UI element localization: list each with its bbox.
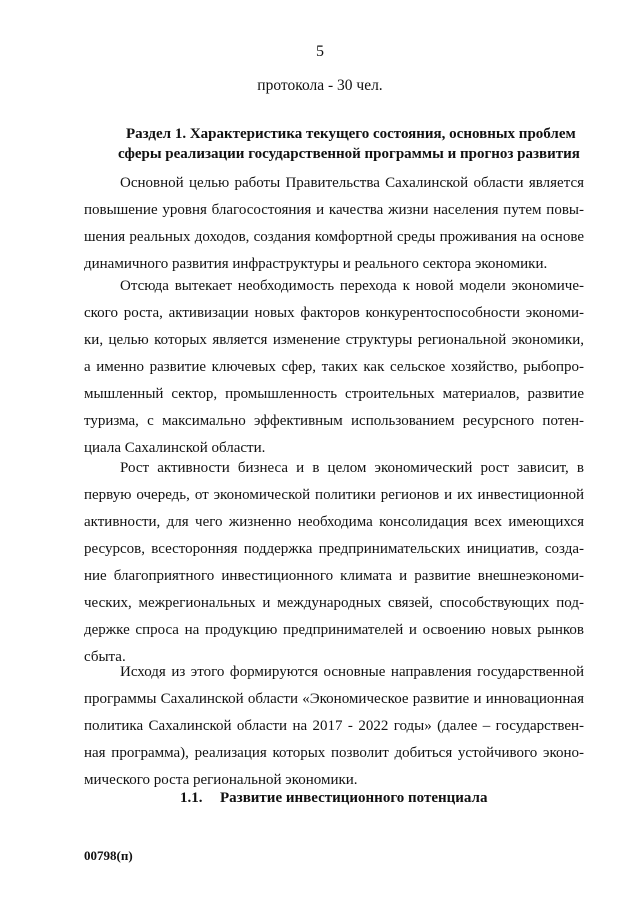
paragraph-line: первую очередь, от экономической политики регионов и их инвестиционной xyxy=(84,487,584,503)
paragraph-line: динамичного развития инфраструктуры и реального сектора экономики. xyxy=(84,256,548,272)
paragraph-line: Исходя из этого формируются основные направления государственной xyxy=(120,664,584,680)
paragraph-line: ние благоприятного инвестиционного климата и развитие внешнеэкономи- xyxy=(84,568,584,584)
paragraph-line: программы Сахалинской области «Экономическое развитие и инновационная xyxy=(84,691,584,707)
paragraph-line: мышленный сектор, промышленность строительных материалов, развитие xyxy=(84,386,584,402)
section-heading-line-2: сферы реализации государственной программы и прогноз развития xyxy=(118,146,580,162)
paragraph-line: Отсюда вытекает необходимость перехода к новой модели экономиче- xyxy=(120,278,584,294)
paragraph-line: сбыта. xyxy=(84,649,126,665)
paragraph-line: Рост активности бизнеса и в целом экономический рост зависит, в xyxy=(120,460,584,476)
section-heading-line-1: Раздел 1. Характеристика текущего состояния, основных проблем xyxy=(126,126,576,142)
paragraph-line: политика Сахалинской области на 2017 - 2022 годы» (далее – государствен- xyxy=(84,718,584,734)
paragraph-line: ная программа), реализация которых позволит добиться устойчивого эконо- xyxy=(84,745,584,761)
document-code: 00798(п) xyxy=(84,848,133,863)
paragraph-line: Основной целью работы Правительства Сахалинской области является xyxy=(120,175,584,191)
paragraph-3 xyxy=(84,455,584,671)
continuation-line: протокола - 30 чел. xyxy=(257,77,383,94)
paragraph-line: повышение уровня благосостояния и качества жизни населения путем повы- xyxy=(84,202,584,218)
paragraph-line: активности, для чего жизненно необходима консолидация всех имеющихся xyxy=(84,514,584,530)
paragraph-line: шения реальных доходов, создания комфортной среды проживания на основе xyxy=(84,229,584,245)
page-number: 5 xyxy=(316,43,324,60)
subsection-heading xyxy=(180,790,487,807)
paragraph-4 xyxy=(84,659,584,794)
paragraph-line: ского роста, активизации новых факторов конкурентоспособности экономи- xyxy=(84,305,584,321)
paragraph-line: туризма, с максимально эффективным использованием ресурсного потен- xyxy=(84,413,584,429)
paragraph-line: ресурсов, всесторонняя поддержка предпринимательских инициатив, созда- xyxy=(84,541,584,557)
paragraph-line: циала Сахалинской области. xyxy=(84,440,266,456)
paragraph-line: держке спроса на продукцию предпринимателей и освоению новых рынков xyxy=(84,622,584,638)
section-heading xyxy=(118,124,588,164)
subsection-number: 1.1. xyxy=(180,790,203,806)
paragraph-1 xyxy=(84,170,584,278)
paragraph-line: ческих, межрегиональных и международных связей, способствующих под- xyxy=(84,595,584,611)
paragraph-line: мического роста региональной экономики. xyxy=(84,772,358,788)
paragraph-line: а именно развитие ключевых сфер, таких как сельское хозяйство, рыбопро- xyxy=(84,359,584,375)
paragraph-2 xyxy=(84,273,584,462)
subsection-title: Развитие инвестиционного потенциала xyxy=(220,790,488,806)
paragraph-line: ки, целью которых является изменение структуры региональной экономики, xyxy=(84,332,584,348)
